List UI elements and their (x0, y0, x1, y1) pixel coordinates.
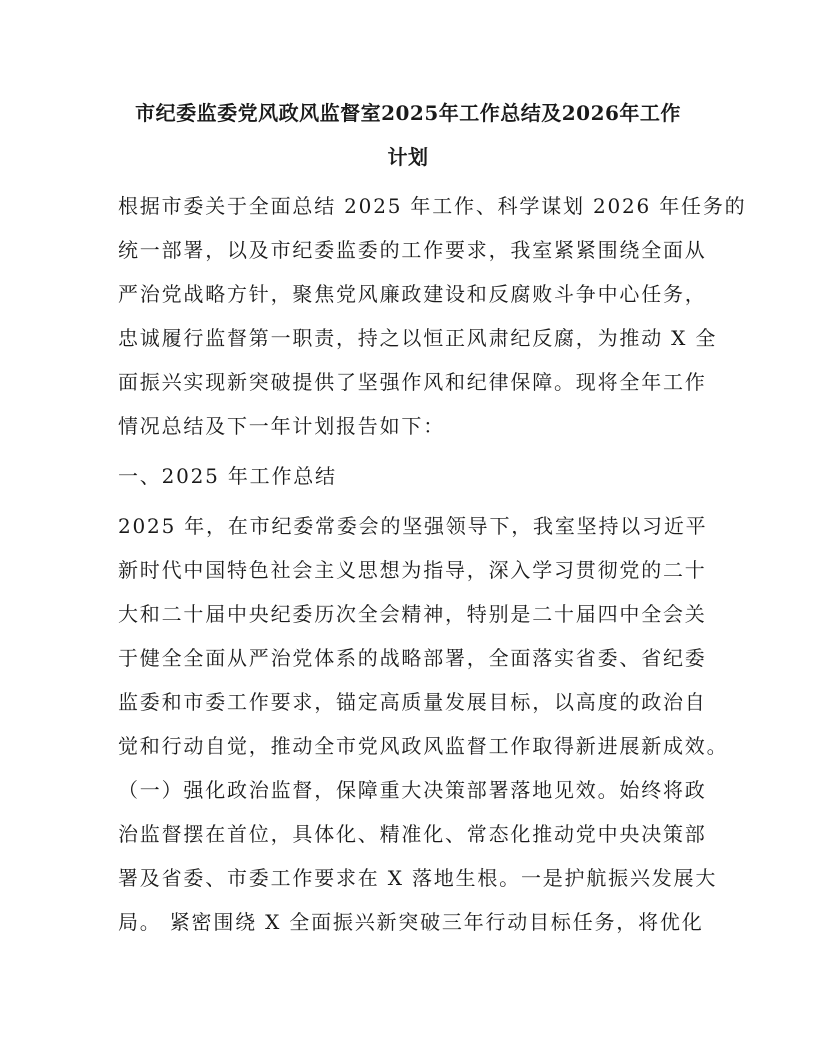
paragraph-line: 情况总结及下一年计划报告如下： (118, 414, 445, 438)
paragraph-line: 于健全全面从严治党体系的战略部署，全面落实省委、省纪委 (118, 646, 707, 670)
document-title-line-1: 市纪委监委党风政风监督室2025年工作总结及2026年工作 (135, 101, 681, 125)
paragraph-line: 统一部署，以及市纪委监委的工作要求，我室紧紧围绕全面从 (118, 238, 707, 262)
paragraph-line: 根据市委关于全面总结 2025 年工作、科学谋划 2026 年任务的 (118, 194, 747, 218)
paragraph-line: 面振兴实现新突破提供了坚强作风和纪律保障。现将全年工作 (118, 370, 707, 394)
paragraph-line: 大和二十届中央纪委历次全会精神，特别是二十届四中全会关 (118, 602, 707, 626)
paragraph-line: 忠诚履行监督第一职责，持之以恒正风肃纪反腐，为推动 X 全 (118, 326, 718, 350)
document-title-line-2: 计划 (387, 145, 429, 169)
paragraph-line: 2025 年，在市纪委常委会的坚强领导下，我室坚持以习近平 (118, 514, 708, 538)
paragraph-line: （一）强化政治监督，保障重大决策部署落地见效。始终将政 (118, 778, 707, 802)
paragraph-line: 监委和市委工作要求，锚定高质量发展目标，以高度的政治自 (118, 690, 707, 714)
paragraph-line: 新时代中国特色社会主义思想为指导，深入学习贯彻党的二十 (118, 558, 707, 582)
paragraph-line: 觉和行动自觉，推动全市党风政风监督工作取得新进展新成效。 (118, 734, 729, 758)
paragraph-line: 严治党战略方针，聚焦党风廉政建设和反腐败斗争中心任务， (118, 282, 707, 306)
section-heading: 一、2025 年工作总结 (118, 464, 337, 488)
paragraph-line: 署及省委、市委工作要求在 X 落地生根。一是护航振兴发展大 (118, 866, 718, 890)
paragraph-line: 治监督摆在首位，具体化、精准化、常态化推动党中央决策部 (118, 822, 707, 846)
paragraph-line: 局。 紧密围绕 X 全面振兴新突破三年行动目标任务，将优化 (118, 910, 704, 934)
